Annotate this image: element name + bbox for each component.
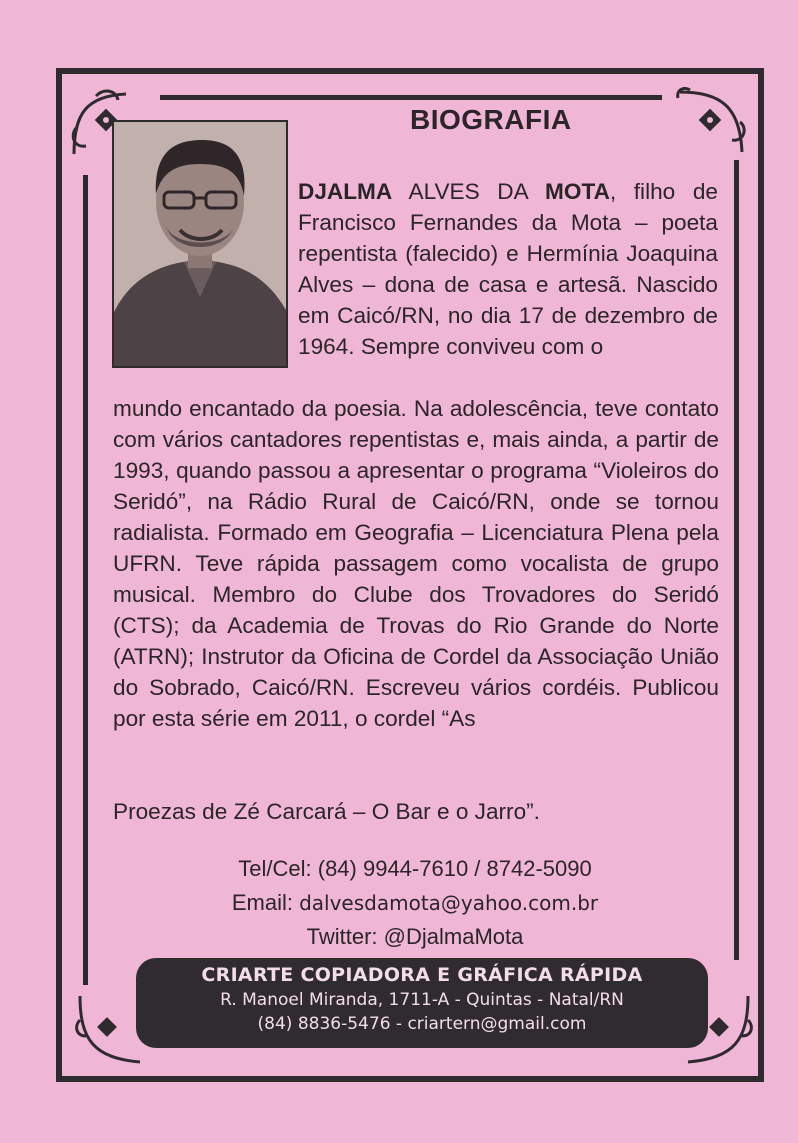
top-rule xyxy=(160,95,662,100)
author-middle-name: ALVES DA xyxy=(392,179,546,204)
bio-paragraph-end: Proezas de Zé Carcará – O Bar e o Jarro”. xyxy=(113,799,540,824)
footer-company: CRIARTE COPIADORA E GRÁFICA RÁPIDA xyxy=(201,964,643,986)
footer-address: R. Manoel Miranda, 1711-A - Quintas - Natal/RN xyxy=(220,990,624,1010)
email-label: Email: xyxy=(231,890,300,915)
author-photo xyxy=(112,120,288,368)
author-last-name: MOTA xyxy=(545,179,610,204)
contact-twitter[interactable]: Twitter: @DjalmaMota xyxy=(306,924,524,949)
bio-paragraph-intro xyxy=(298,176,718,362)
bio-text-right: , filho de Francisco Fernandes da Mota – poeta repentista (falecido) e Hermínia Joaquina Alves – dona de casa e artesã. Nascido em Caicó/RN, no dia 17 de dezembro de 1964. Sempre conviveu com o xyxy=(298,179,718,359)
author-first-name: DJALMA xyxy=(298,179,393,204)
footer-contact: (84) 8836-5476 - criartern@gmail.com xyxy=(257,1014,587,1034)
page-title: BIOGRAFIA xyxy=(410,104,572,135)
bio-paragraph-main: mundo encantado da poesia. Na adolescência, teve contato com vários cantadores repentistas e, mais ainda, a partir de 1993, quando passou a apresentar o programa “Violeiros do Seridó”, na Rádio Rural de Caicó/RN, onde se tornou radialista. Formado em Geografia – Licenciatura Plena pela UFRN. Teve rápida passagem como vocalista de grupo musical. Membro do Clube dos Trovadores do Seridó (CTS); da Academia de Trovas do Rio Grande do Norte (ATRN); Instrutor da Oficina de Cordel da Associação União do Sobrado, Caicó/RN. Escreveu vários cordéis. Publicou por esta série em 2011, o cordel “As xyxy=(113,396,719,731)
email-address[interactable]: dalvesdamota@yahoo.com.br xyxy=(299,891,599,915)
corner-ornament-icon xyxy=(670,82,752,164)
right-rule xyxy=(734,160,739,960)
footer-banner xyxy=(136,958,708,1048)
left-rule xyxy=(83,175,88,985)
contact-email-line xyxy=(120,890,710,916)
contact-phone: Tel/Cel: (84) 9944-7610 / 8742-5090 xyxy=(238,856,592,881)
